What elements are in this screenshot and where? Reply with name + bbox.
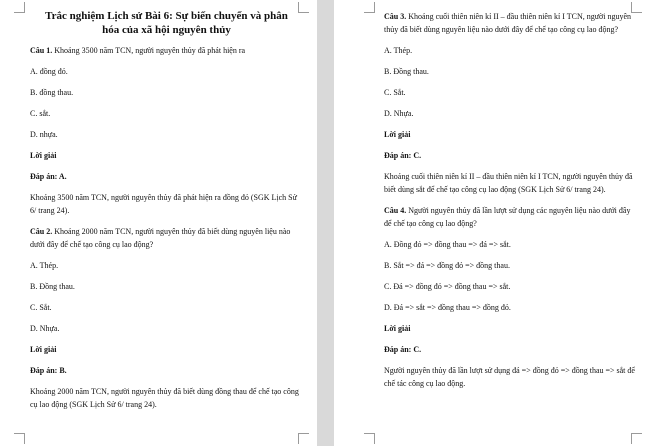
option-b: B. Sắt => đá => đồng đỏ => đồng thau. bbox=[384, 261, 510, 270]
crop-mark bbox=[631, 2, 642, 13]
question-2 bbox=[30, 225, 303, 251]
page-title: Trắc nghiệm Lịch sử Bài 6: Sự biến chuyển và phân hóa của xã hội nguyên thủy bbox=[45, 10, 288, 36]
document-page-right bbox=[334, 0, 650, 446]
option-a: A. Đồng đỏ => đồng thau => đá => sắt. bbox=[384, 240, 511, 249]
crop-mark bbox=[14, 2, 25, 13]
solution-label: Lời giải bbox=[30, 345, 57, 354]
crop-mark bbox=[631, 433, 642, 444]
crop-mark bbox=[298, 433, 309, 444]
question-4 bbox=[384, 204, 636, 230]
solution-label: Lời giải bbox=[384, 324, 411, 333]
explanation: Khoảng cuối thiên niên kỉ II – đầu thiên niên kỉ I TCN, người nguyên thủy đã biết dùng sắt để chế tạo công cụ lao động (SGK Lịch Sử 6/ trang 24). bbox=[384, 172, 633, 194]
question-label: Câu 4. bbox=[384, 206, 407, 215]
option-b: B. đồng thau. bbox=[30, 88, 74, 97]
crop-mark bbox=[298, 2, 309, 13]
answer: Đáp án: A. bbox=[30, 172, 67, 181]
option-a: A. Thép. bbox=[384, 46, 413, 55]
answer: Đáp án: C. bbox=[384, 151, 422, 160]
answer: Đáp án: C. bbox=[384, 345, 422, 354]
question-label: Câu 1. bbox=[30, 46, 53, 55]
option-d: D. Nhựa. bbox=[384, 109, 414, 118]
document-page-left bbox=[0, 0, 317, 446]
question-text: Người nguyên thủy đã lần lượt sử dụng các nguyên liệu nào dưới đây để chế tạo công cụ lao động? bbox=[384, 206, 631, 228]
question-label: Câu 3. bbox=[384, 12, 407, 21]
crop-mark bbox=[364, 2, 375, 13]
option-a: A. Thép. bbox=[30, 261, 59, 270]
answer: Đáp án: B. bbox=[30, 366, 67, 375]
explanation: Khoảng 2000 năm TCN, người nguyên thủy đã biết dùng đồng thau để chế tạo công cụ lao động (SGK Lịch Sử 6/ trang 24). bbox=[30, 387, 299, 409]
question-label: Câu 2. bbox=[30, 227, 53, 236]
explanation: Người nguyên thủy đã lần lượt sử dụng đá => đồng đỏ => đồng thau => sắt để chế tác công cụ lao động. bbox=[384, 366, 635, 388]
question-3 bbox=[384, 10, 636, 36]
option-d: D. Đá => sắt => đồng thau => đồng đỏ. bbox=[384, 303, 511, 312]
option-b: B. Đồng thau. bbox=[30, 282, 75, 291]
option-c: C. sắt. bbox=[30, 109, 51, 118]
crop-mark bbox=[14, 433, 25, 444]
solution-label: Lời giải bbox=[30, 151, 57, 160]
option-a: A. đồng đỏ. bbox=[30, 67, 68, 76]
crop-mark bbox=[364, 433, 375, 444]
option-b: B. Đồng thau. bbox=[384, 67, 429, 76]
question-text: Khoảng 3500 năm TCN, người nguyên thủy đã phát hiện ra bbox=[52, 46, 246, 55]
option-c: C. Đá => đồng đỏ => đồng thau => sắt. bbox=[384, 282, 511, 291]
question-1 bbox=[30, 44, 303, 57]
option-c: C. Sắt. bbox=[30, 303, 52, 312]
question-text: Khoảng 2000 năm TCN, người nguyên thủy đã biết dùng nguyên liệu nào dưới đây để chế tạo công cụ lao động? bbox=[30, 227, 291, 249]
question-text: Khoảng cuối thiên niên kỉ II – đầu thiên niên kỉ I TCN, người nguyên thủy đã biết dùng nguyên liệu nào dưới đây để chế tạo công cụ lao động? bbox=[384, 12, 632, 34]
solution-label: Lời giải bbox=[384, 130, 411, 139]
option-d: D. Nhựa. bbox=[30, 324, 60, 333]
option-d: D. nhựa. bbox=[30, 130, 58, 139]
explanation: Khoảng 3500 năm TCN, người nguyên thủy đã phát hiện ra đồng đỏ (SGK Lịch Sử 6/ trang 24). bbox=[30, 193, 297, 215]
option-c: C. Sắt. bbox=[384, 88, 406, 97]
